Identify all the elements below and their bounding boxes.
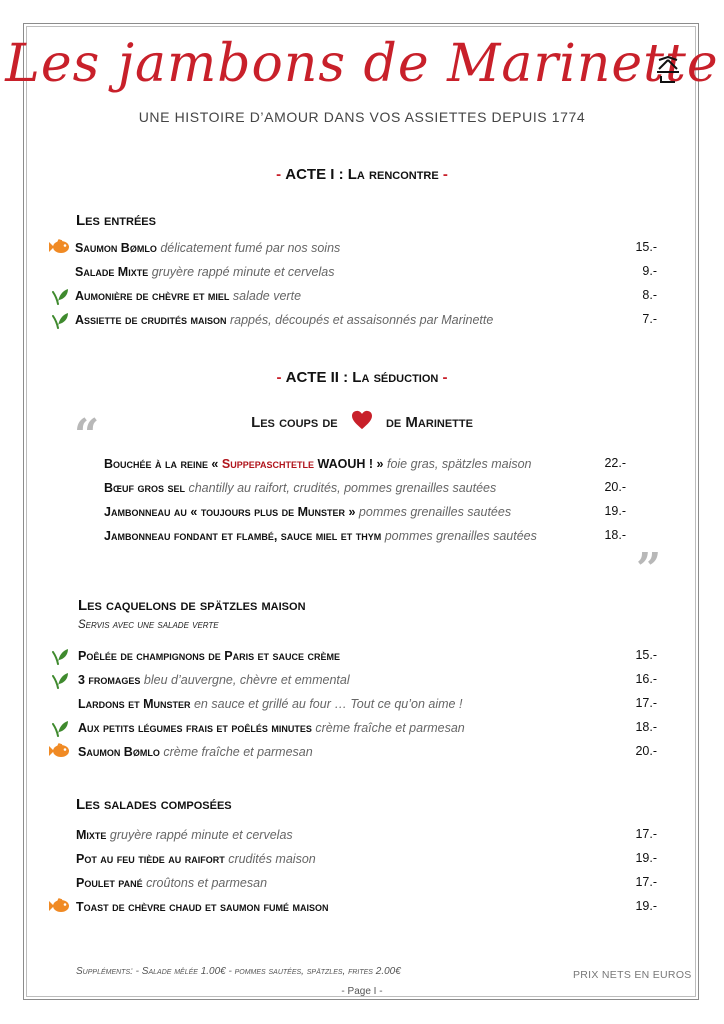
menu-item — [76, 875, 267, 891]
dish-name: Poêlée de champignons de Paris et sauce crème — [78, 649, 341, 663]
dish-description: crudités maison — [228, 852, 316, 866]
page-number: - Page I - — [341, 986, 383, 997]
dish-description: pommes grenailles sautées — [358, 505, 512, 519]
act-dash-left: - — [276, 166, 286, 183]
dish-name: Aumonière de chèvre et miel — [75, 289, 230, 303]
dish-name: Assiette de crudités maison — [75, 313, 227, 327]
dish-name: Lardons et Munster — [78, 697, 191, 711]
supplements-note: Suppléments: - Salade mêlée 1.00€ - pommes sautées, spätzles, frites 2.00€ — [76, 966, 401, 977]
menu-item — [75, 288, 301, 304]
dish-price: 17.- — [635, 827, 657, 841]
dish-description: gruyère rappé minute et cervelas — [109, 828, 293, 842]
dish-price: 17.- — [635, 875, 657, 889]
vegetarian-leaf-icon — [52, 719, 70, 737]
dish-description: salade verte — [232, 289, 302, 303]
dish-name: Bœuf gros sel — [104, 481, 185, 495]
dish-description: bleu d’auvergne, chèvre et emmental — [143, 673, 350, 687]
dish-price: 18.- — [604, 528, 626, 542]
dish-price: 20.- — [604, 480, 626, 494]
dish-price: 15.- — [635, 240, 657, 254]
vegetarian-leaf-icon — [52, 671, 70, 689]
heart-icon — [350, 410, 374, 430]
close-quote-icon: ” — [636, 544, 662, 595]
dish-description: rappés, découpés et assaisonnés par Marinette — [229, 313, 494, 327]
act-dash-left: - — [276, 369, 286, 386]
act-dash-right: - — [438, 369, 448, 386]
menu-item — [75, 312, 493, 328]
menu-item — [78, 672, 350, 688]
restaurant-title: Les jambons de Marinette — [5, 34, 719, 94]
dish-description: gruyère rappé minute et cervelas — [151, 265, 335, 279]
act-two-heading — [0, 369, 724, 386]
menu-item — [76, 851, 316, 867]
dish-price: 8.- — [642, 288, 657, 302]
dish-name-suffix: WAOUH ! » — [314, 457, 384, 471]
dish-name: 3 fromages — [78, 673, 141, 687]
menu-item — [104, 480, 496, 496]
menu-item — [104, 504, 511, 520]
fish-icon — [48, 898, 66, 916]
dish-price: 19.- — [635, 899, 657, 913]
dish-name: Mixte — [76, 828, 107, 842]
dish-price: 9.- — [642, 264, 657, 278]
dish-description: crème fraîche et parmesan — [163, 745, 313, 759]
fish-icon — [48, 743, 66, 761]
menu-item — [78, 696, 462, 712]
dish-description: délicatement fumé par nos soins — [160, 241, 341, 255]
dish-name: Saumon Bømlo — [75, 241, 157, 255]
dish-price: 17.- — [635, 696, 657, 710]
menu-item — [75, 240, 340, 256]
act-label: ACTE I : La rencontre — [285, 166, 439, 183]
coups-de-coeur-heading — [0, 410, 724, 431]
vegetarian-leaf-icon — [52, 647, 70, 665]
dish-price: 16.- — [635, 672, 657, 686]
open-quote-icon: “ — [74, 410, 100, 461]
dish-name: Bouchée à la reine « — [104, 457, 222, 471]
menu-item — [104, 456, 532, 472]
caquelons-subtitle: Servis avec une salade verte — [78, 619, 219, 631]
vegetarian-leaf-icon — [52, 287, 70, 305]
dish-description: pommes grenailles sautées — [384, 529, 537, 543]
dish-name: Pot au feu tiède au raifort — [76, 852, 225, 866]
dish-description: foie gras, spätzles maison — [386, 457, 532, 471]
menu-item — [78, 648, 340, 664]
prices-note: PRIX NETS EN EUROS — [573, 969, 692, 981]
dish-name: Poulet pané — [76, 876, 143, 890]
tagline: UNE HISTOIRE D’AMOUR DANS VOS ASSIETTES DEPUIS 1774 — [138, 109, 586, 125]
dish-price: 20.- — [635, 744, 657, 758]
coups-title-before: Les coups de — [251, 414, 338, 431]
act-one-heading — [0, 166, 724, 183]
dish-price: 7.- — [642, 312, 657, 326]
menu-item — [78, 744, 313, 760]
menu-item — [76, 899, 328, 915]
dish-price: 18.- — [635, 720, 657, 734]
menu-item — [75, 264, 334, 280]
dish-description: crème fraîche et parmesan — [315, 721, 465, 735]
section-title-salades: Les salades composées — [76, 796, 232, 813]
fish-icon — [48, 239, 66, 257]
dish-name: Jambonneau fondant et flambé, sauce miel et thym — [104, 529, 382, 543]
dish-name: Toast de chèvre chaud et saumon fumé maison — [76, 900, 329, 914]
dish-price: 19.- — [604, 504, 626, 518]
menu-item — [76, 827, 293, 843]
vegetarian-leaf-icon — [52, 311, 70, 329]
dish-name: Jambonneau au « toujours plus de Munster » — [104, 505, 356, 519]
dish-description: en sauce et grillé au four … Tout ce qu’on aime ! — [193, 697, 463, 711]
brand-logo-icon — [655, 56, 681, 91]
dish-description: chantilly au raifort, crudités, pommes grenailles sautées — [188, 481, 497, 495]
coups-title-after: de Marinette — [385, 414, 473, 431]
dish-name: Salade Mixte — [75, 265, 149, 279]
section-title-entrees: Les entrées — [76, 212, 156, 229]
menu-item — [104, 528, 537, 544]
dish-name: Aux petits légumes frais et poêlés minutes — [78, 721, 312, 735]
dish-price: 19.- — [635, 851, 657, 865]
act-dash-right: - — [438, 166, 448, 183]
section-title-caquelons: Les caquelons de spätzles maison — [78, 597, 306, 614]
act-label: ACTE II : La séduction — [285, 369, 439, 386]
dish-description: croûtons et parmesan — [146, 876, 268, 890]
dish-price: 22.- — [604, 456, 626, 470]
menu-item — [78, 720, 465, 736]
dish-name-highlight: Suppepaschtetle — [221, 457, 315, 471]
dish-name: Saumon Bømlo — [78, 745, 160, 759]
dish-price: 15.- — [635, 648, 657, 662]
